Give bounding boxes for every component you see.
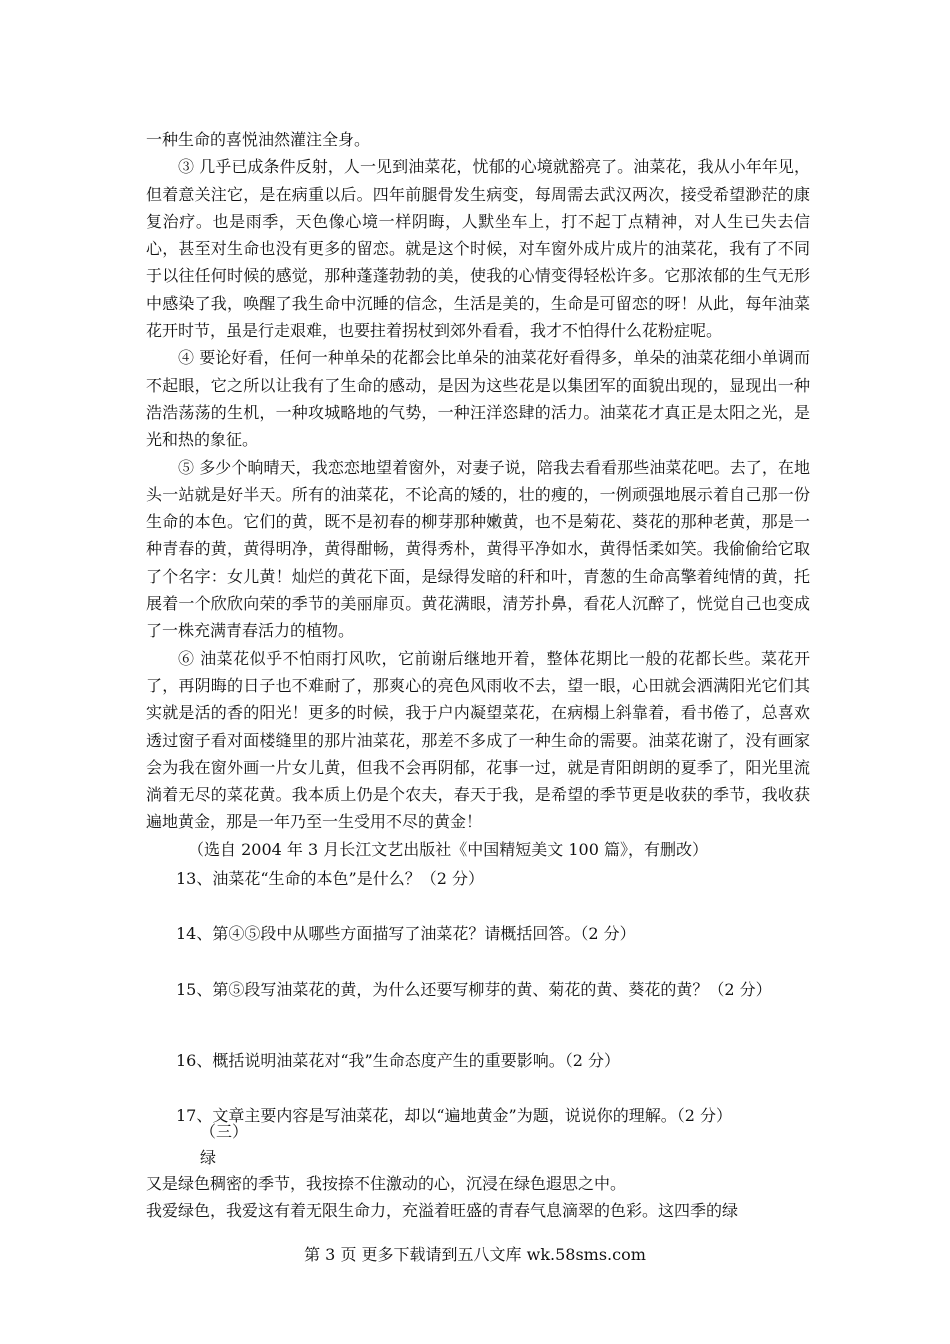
section-line-2: 我爱绿色，我爱这有着无限生命力，充溢着旺盛的青春气息滴翠的色彩。这四季的绿	[146, 1201, 739, 1221]
question-17: 17、文章主要内容是写油菜花，却以“遍地黄金”为题，说说你的理解。（2 分）	[176, 1106, 732, 1126]
section-title: 绿	[200, 1148, 217, 1167]
section-three-text	[146, 1170, 810, 1225]
section-line-1: 又是绿色稠密的季节，我按捺不住激动的心，沉浸在绿色遐思之中。	[146, 1174, 627, 1193]
question-14: 14、第④⑤段中从哪些方面描写了油菜花？请概括回答。（2 分）	[176, 924, 636, 944]
question-13: 13、油菜花“生命的本色”是什么？（2 分）	[176, 869, 484, 889]
page-footer: 第 3 页 更多下载请到五八文库 wk.58sms.com	[304, 1245, 646, 1264]
paragraph-4: ④ 要论好看，任何一种单朵的花都会比单朵的油菜花好看得多，单朵的油菜花细小单调而不起眼，它之所以让我有了生命的感动，是因为这些花是以集团军的面貌出现的，显现出一种浩浩荡荡的生机，一种攻城略地的气势，一种汪洋恣肆的活力。油菜花才真正是太阳之光，是光和热的象征。	[146, 348, 810, 450]
paragraph-6: ⑥ 油菜花似乎不怕雨打风吹，它前谢后继地开着，整体花期比一般的花都长些。菜花开了，再阴晦的日子也不难耐了，那爽心的亮色风雨收不去，望一眼，心田就会洒满阳光它们其实就是活的香的阳光！更多的时候，我于户内凝望菜花，在病榻上斜靠着，看书倦了，总喜欢透过窗子看对面楼缝里的那片油菜花，那差不多成了一种生命的需要。油菜花谢了，没有画家会为我在窗外画一片女儿黄，但我不会再阴郁，花事一过，就是青阳朗朗的夏季了，阳光里流淌着无尽的菜花黄。我本质上仍是个农夫，春天于我，是希望的季节更是收获的季节，我收获遍地黄金，那是一年乃至一生受用不尽的黄金！	[146, 648, 810, 832]
paragraph-5: ⑤ 多少个晌晴天，我恋恋地望着窗外，对妻子说，陪我去看看那些油菜花吧。去了，在地头一站就是好半天。所有的油菜花，不论高的矮的，壮的瘦的，一例顽强地展示着自己那一份生命的本色。它们的黄，既不是初春的柳芽那种嫩黄，也不是菊花、葵花的那种老黄，那是一种青春的黄，黄得明净，黄得酣畅，黄得秀朴，黄得平净如水，黄得恬柔如笑。我偷偷给它取了个名字：女儿黄！灿烂的黄花下面，是绿得发暗的秆和叶，青葱的生命高擎着纯情的黄，托展着一个欣欣向荣的季节的美丽扉页。黄花满眼，清芳扑鼻，看花人沉醉了，恍觉自己也变成了一株充满青春活力的植物。	[146, 457, 810, 641]
question-15: 15、第⑤段写油菜花的黄，为什么还要写柳芽的黄、菊花的黄、葵花的黄？（2 分）	[176, 979, 772, 999]
question-16: 16、概括说明油菜花对“我”生命态度产生的重要影响。（2 分）	[176, 1050, 620, 1070]
passage-body	[146, 126, 810, 1130]
paragraph-3: ③ 几乎已成条件反射，人一见到油菜花，忧郁的心境就豁亮了。油菜花，我从小年年见，但着意关注它，是在病重以后。四年前腿骨发生病变，每周需去武汉两次，接受希望渺茫的康复治疗。也是雨季，天色像心境一样阴晦，人默坐车上，打不起丁点精神，对人生已失去信心，甚至对生命也没有更多的留恋。就是这个时候，对车窗外成片成片的油菜花，我有了不同于以往任何时候的感觉，那种蓬蓬勃勃的美，使我的心情变得轻松许多。它那浓郁的生气无形中感染了我，唤醒了我生命中沉睡的信念，生活是美的，生命是可留恋的呀！从此，每年油菜花开时节，虽是行走艰难，也要拄着拐杖到郊外看看，我才不怕得什么花粉症呢。	[146, 157, 810, 341]
source-note: （选自 2004 年 3 月长江文艺出版社《中国精短美文 100 篇》，有删改）	[188, 839, 708, 859]
intro-line: 一种生命的喜悦油然灌注全身。	[146, 130, 371, 149]
section-heading: （三）	[200, 1122, 249, 1141]
